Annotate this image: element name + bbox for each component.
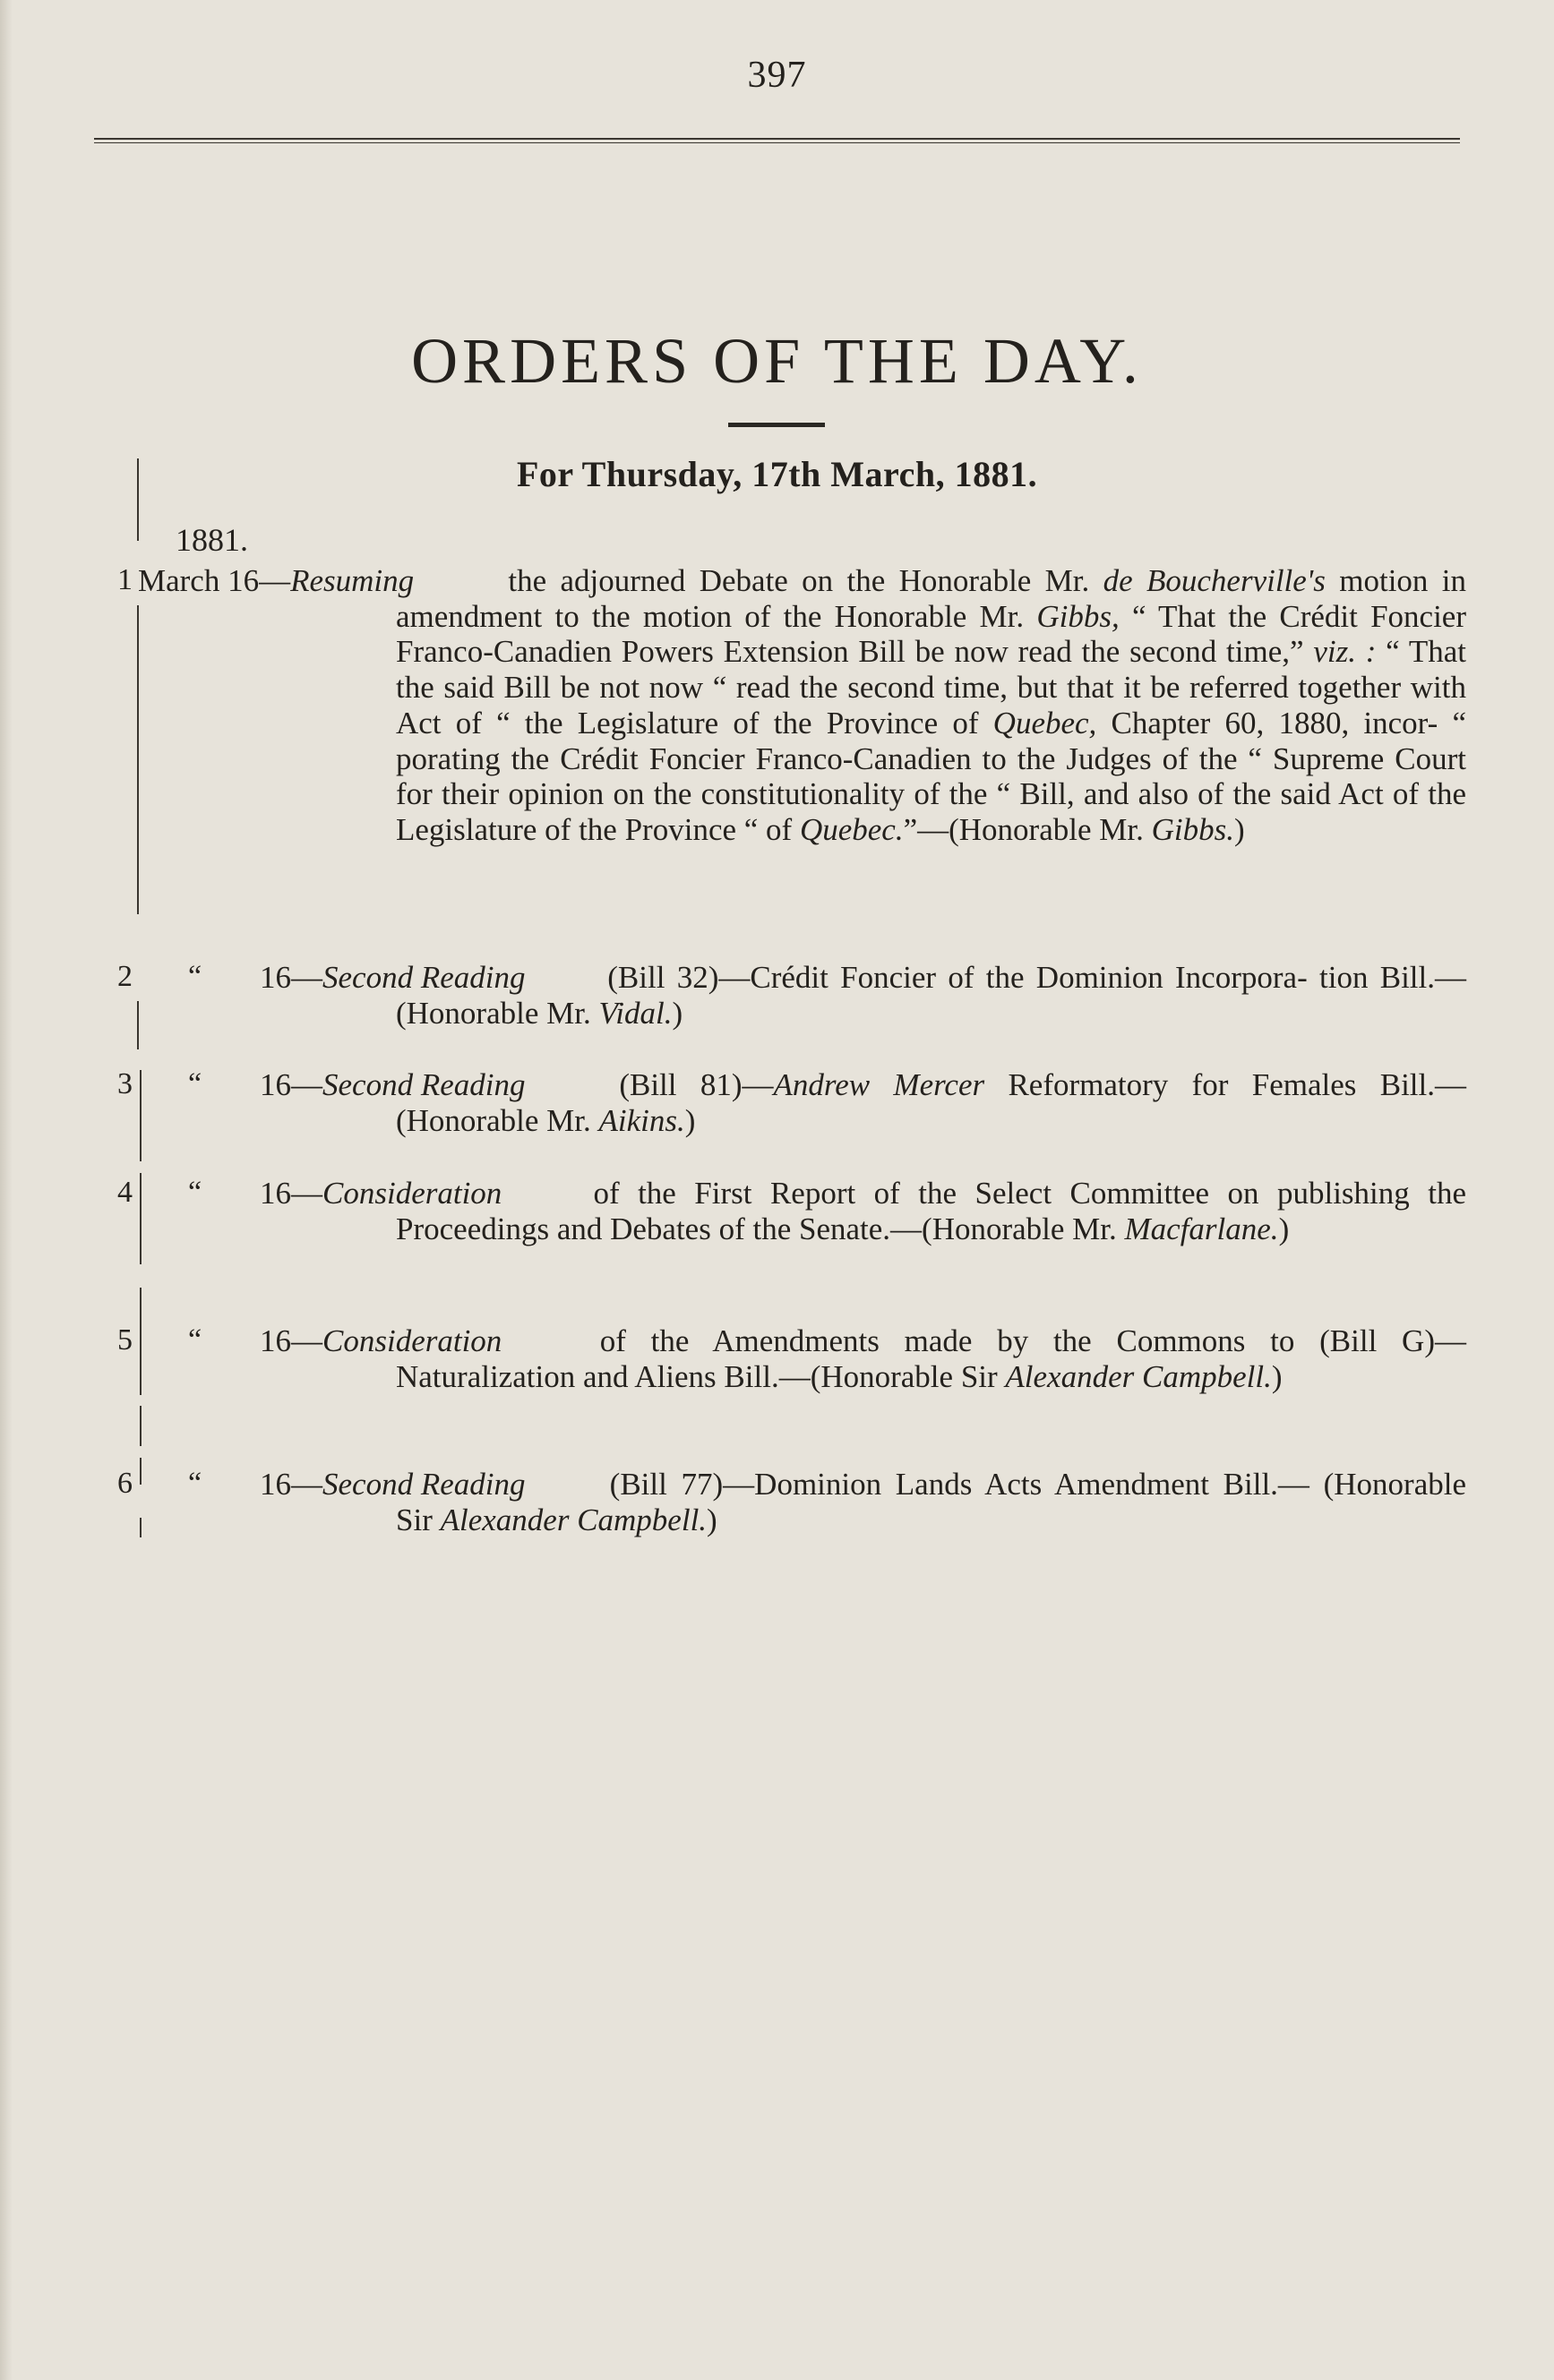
margin-line <box>140 1070 142 1161</box>
item-action: Second Reading <box>322 960 526 995</box>
item-action: Resuming <box>290 563 415 598</box>
item-body: the adjourned Debate on the Honorable Mr. de Boucherville's motion in amendment to the motion of the Honorable Mr. Gibbs, “ That the Crédit Foncier Franco-Canadien Powers Extension Bill be now read the second time,” viz. : “ That the said Bill be not now “ read the second time, but that it be referred together with Act of “ the Legislature of the Province of Quebec, Chapter 60, 1880, incor- “ porating the Crédit Foncier Franco-Canadien to the Judges of the “ Supreme Court for their opinion on the constitutionality of the “ Bill, and also of the said Act of the Legislature of the Province “ of Quebec.”—(Honorable Mr. Gibbs.) <box>396 563 1467 847</box>
margin-line <box>140 1406 142 1446</box>
item-body: (Bill 32)—Crédit Foncier of the Dominion Incorpora- tion Bill.—(Honorable Mr. Vidal.) <box>396 960 1466 1031</box>
margin-line <box>140 1288 142 1395</box>
item-lead: 16—Second Reading <box>260 1467 526 1502</box>
item-number: 6 <box>117 1467 133 1500</box>
item-number: 1 <box>117 563 133 596</box>
item-body: of the Amendments made by the Commons to (Bill G)— Naturalization and Aliens Bill.—(Honorable Sir Alexander Campbell.) <box>396 1323 1466 1394</box>
item-body: (Bill 81)—Andrew Mercer Reformatory for Females Bill.—(Honorable Mr. Aikins.) <box>396 1067 1466 1138</box>
item-action: Second Reading <box>322 1067 526 1102</box>
ditto-mark: “ <box>188 1176 202 1209</box>
margin-line <box>140 1458 142 1485</box>
item-lead: 16—Consideration <box>260 1176 502 1211</box>
item-lead: 16—Second Reading <box>260 1067 526 1102</box>
margin-line <box>137 1001 139 1049</box>
title-rule <box>728 423 825 427</box>
item-number: 5 <box>117 1323 133 1357</box>
item-body: (Bill 77)—Dominion Lands Acts Amendment Bill.— (Honorable Sir Alexander Campbell.) <box>396 1467 1466 1537</box>
ditto-mark: “ <box>188 1067 202 1100</box>
item-body: of the First Report of the Select Committee on publishing the Proceedings and Debates of the Senate.—(Honorable Mr. Macfarlane.) <box>396 1176 1466 1246</box>
item-number: 4 <box>117 1176 133 1209</box>
page-title: ORDERS OF THE DAY. <box>411 325 1143 397</box>
top-rule <box>94 138 1460 143</box>
item-lead: March 16—Resuming <box>138 563 415 598</box>
year-label: 1881. <box>176 522 248 558</box>
margin-line <box>137 605 139 914</box>
ditto-mark: “ <box>188 960 202 993</box>
margin-line <box>140 1173 142 1264</box>
ditto-mark: “ <box>188 1467 202 1500</box>
item-lead: 16—Second Reading <box>260 960 526 995</box>
item-action: Consideration <box>322 1323 502 1358</box>
item-action: Consideration <box>322 1176 502 1211</box>
month-label: March <box>138 563 220 598</box>
ditto-mark: “ <box>188 1323 202 1357</box>
margin-line <box>137 458 139 541</box>
page-number: 397 <box>747 55 807 96</box>
item-number: 3 <box>117 1067 133 1100</box>
item-number: 2 <box>117 960 133 993</box>
margin-line <box>140 1518 142 1537</box>
item-action: Second Reading <box>322 1467 526 1502</box>
date-subheading: For Thursday, 17th March, 1881. <box>516 454 1038 494</box>
item-lead: 16—Consideration <box>260 1323 502 1358</box>
